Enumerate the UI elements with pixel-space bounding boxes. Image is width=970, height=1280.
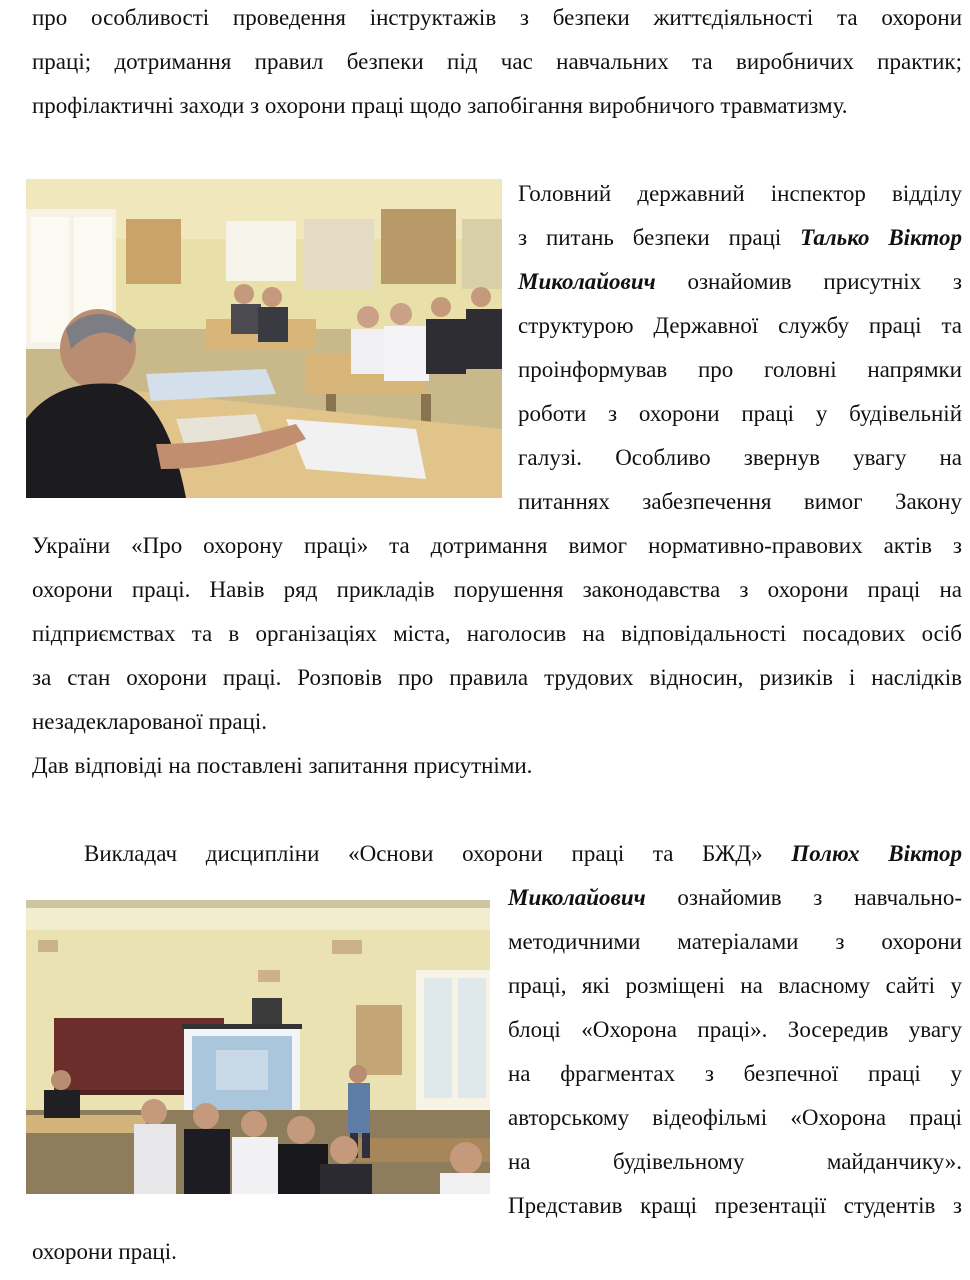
s2-line-3: методичними матеріалами з охорони xyxy=(508,929,962,954)
photo-teacher-presentation xyxy=(26,900,490,1194)
s2-line-7: авторському відеофільмі «Охорона праці xyxy=(508,1105,962,1130)
s2-line-6: на фрагментах з безпечної праці у xyxy=(508,1061,962,1086)
photo-inspector-meeting xyxy=(26,179,502,498)
s1-line-1: Головний державний інспектор відділу xyxy=(518,181,962,206)
s2-line-5: блоці «Охорона праці». Зосередив увагу xyxy=(508,1017,962,1042)
s1-line-8: питаннях забезпечення вимог Закону xyxy=(518,489,962,514)
s1-line-5: проінформував про головні напрямки xyxy=(518,357,962,382)
inspector-patronymic: Миколайович xyxy=(518,269,656,294)
s2-line-1-text: Викладач дисципліни «Основи охорони праці та БЖД» xyxy=(84,841,792,866)
s2-line-1 xyxy=(84,839,962,869)
s1-line-2 xyxy=(518,223,962,253)
intro-line-3: профілактичні заходи з охорони праці щодо запобігання виробничого травматизму. xyxy=(32,93,848,118)
s1-full-line-4: за стан охорони праці. Розповів про правила трудових відносин, ризиків і наслідків xyxy=(32,665,962,690)
s1-line-3-text: ознайомив присутніх з xyxy=(655,269,962,294)
s1-line-3 xyxy=(518,267,962,297)
s1-full-line-1: України «Про охорону праці» та дотримання вимог нормативно-правових актів з xyxy=(32,533,962,558)
inspector-name-first: Талько Віктор xyxy=(800,225,962,250)
teacher-patronymic: Миколайович xyxy=(508,885,646,910)
teacher-name-first: Полюх Віктор xyxy=(791,841,962,866)
s1-line-2-text: з питань безпеки праці xyxy=(518,225,801,250)
intro-line-1: про особливості проведення інструктажів з безпеки життєдіяльності та охорони xyxy=(32,5,962,30)
s1-line-4: структурою Державної службу праці та xyxy=(518,313,962,338)
s1-full-line-2: охорони праці. Навів ряд прикладів порушення законодавства з охорони праці на xyxy=(32,577,962,602)
s2-full-line-1: охорони праці. xyxy=(32,1239,177,1264)
s2-line-4: праці, які розміщені на власному сайті у xyxy=(508,973,962,998)
s2-line-8: на будівельному майданчику». xyxy=(508,1149,962,1174)
s1-full-line-3: підприємствах та в організаціях міста, наголосив на відповідальності посадових осіб xyxy=(32,621,962,646)
s1-line-6: роботи з охорони праці у будівельній xyxy=(518,401,962,426)
s2-line-2-text: ознайомив з навчально- xyxy=(645,885,962,910)
s2-line-9: Представив кращі презентації студентів з xyxy=(508,1193,962,1218)
s1-full-line-5: незадекларованої праці. xyxy=(32,709,268,734)
s1-full-line-6: Дав відповіді на поставлені запитання присутніми. xyxy=(32,753,533,778)
s1-line-7: галузі. Особливо звернув увагу на xyxy=(518,445,962,470)
s2-line-2 xyxy=(508,883,962,913)
intro-line-2: праці; дотримання правил безпеки під час навчальних та виробничих практик; xyxy=(32,49,962,74)
